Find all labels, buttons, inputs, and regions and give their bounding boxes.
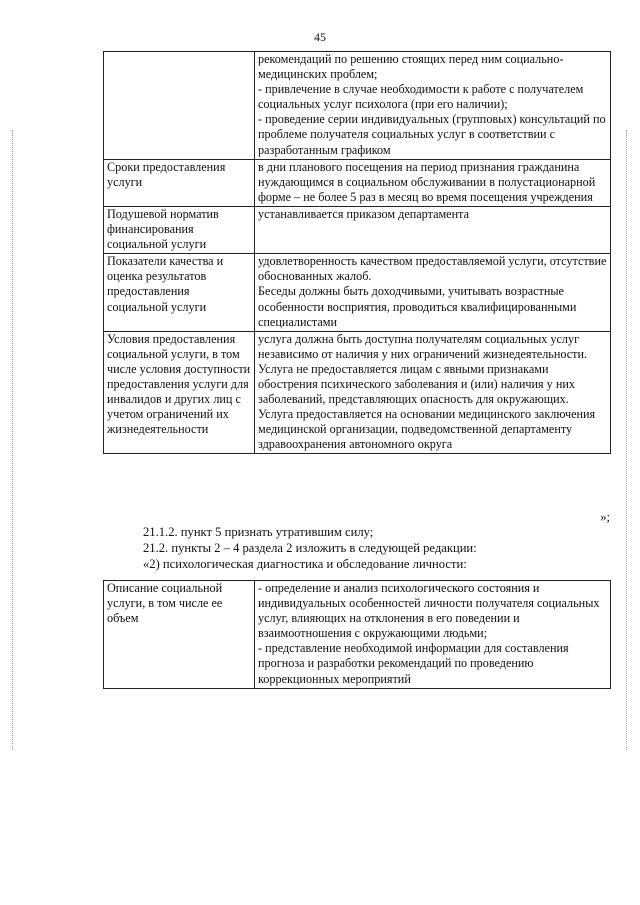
table-row <box>104 331 611 454</box>
content-paragraph: - проведение серии индивидуальных (групповых) консультаций по проблеме получателя социальных услуг в соответствии с разработанным графиком <box>258 112 606 157</box>
table-row <box>104 254 611 331</box>
service-standard-table <box>103 51 611 454</box>
row-content <box>255 52 611 160</box>
scan-margin-left <box>12 130 13 750</box>
content-paragraph: рекомендаций по решению стоящих перед ним социально-медицинских проблем; <box>258 52 564 82</box>
content-paragraph: Услуга не предоставляется лицам с явными признаками обострения психического заболевания и (или) наличия у них заболеваний, представляющих опасность для окружающих. <box>258 361 575 407</box>
content-paragraph: - определение и анализ психологического состояния и индивидуальных особенностей личности получателя социальных услуг, влияющих на отклонения в его поведении и взаимоотношения с окружающими людьми; <box>258 581 600 641</box>
content-paragraph: услуга должна быть доступна получателям социальных услуг независимо от наличия у них ограничений жизнедеятельности. <box>258 331 588 361</box>
row-label: Описание социальной услуги, в том числе ее объем <box>104 581 255 689</box>
row-content <box>255 254 611 331</box>
content-paragraph: Беседы должны быть доходчивыми, учитывать возрастные особенности восприятия, проводиться квалифицированными специалистами <box>258 284 577 329</box>
content-paragraph: удовлетворенность качеством предоставляемой услуги, отсутствие обоснованных жалоб. <box>258 254 607 284</box>
content-paragraph: - представление необходимой информации для составления прогноза и разработки рекомендаций по проведению коррекционных мероприятий <box>258 641 569 686</box>
row-content <box>255 331 611 454</box>
row-label: Подушевой норматив финансирования социальной услуги <box>104 206 255 253</box>
amendment-text <box>0 524 640 572</box>
table-row <box>104 206 611 253</box>
row-label: Сроки предоставления услуги <box>104 159 255 206</box>
row-label: Условия предоставления социальной услуги, в том числе условия доступности предоставления услуги для инвалидов и других лиц с учетом ограничений их жизнедеятельности <box>104 331 255 454</box>
diagnostics-table <box>103 580 611 689</box>
content-paragraph: - привлечение в случае необходимости к работе с получателем социальных услуг психолога (при его наличии); <box>258 82 584 112</box>
content-paragraph: устанавливается приказом департамента <box>258 206 470 221</box>
table-row <box>104 159 611 206</box>
amendment-line: 21.1.2. пункт 5 признать утратившим силу; <box>143 525 374 539</box>
content-paragraph: в дни планового посещения на период признания гражданина нуждающимся в социальном обслуживании в полустационарной форме – не более 5 раз в месяц во время посещения учреждения <box>258 159 596 204</box>
row-content <box>255 159 611 206</box>
row-label <box>104 52 255 160</box>
page-number: 45 <box>314 30 326 44</box>
amendment-line: 21.2. пункты 2 – 4 раздела 2 изложить в следующей редакции: <box>143 541 477 555</box>
table-row <box>104 581 611 689</box>
amendment-line: «2) психологическая диагностика и обследование личности: <box>143 557 467 571</box>
scan-margin-right <box>626 130 627 750</box>
row-label: Показатели качества и оценка результатов предоставления социальной услуги <box>104 254 255 331</box>
row-content <box>255 206 611 253</box>
row-content <box>255 581 611 689</box>
closing-quote: »; <box>600 510 610 524</box>
table-row <box>104 52 611 160</box>
content-paragraph: Услуга предоставляется на основании медицинского заключения медицинской организации, подведомственной департаменту здравоохранения автономного округа <box>258 407 596 452</box>
